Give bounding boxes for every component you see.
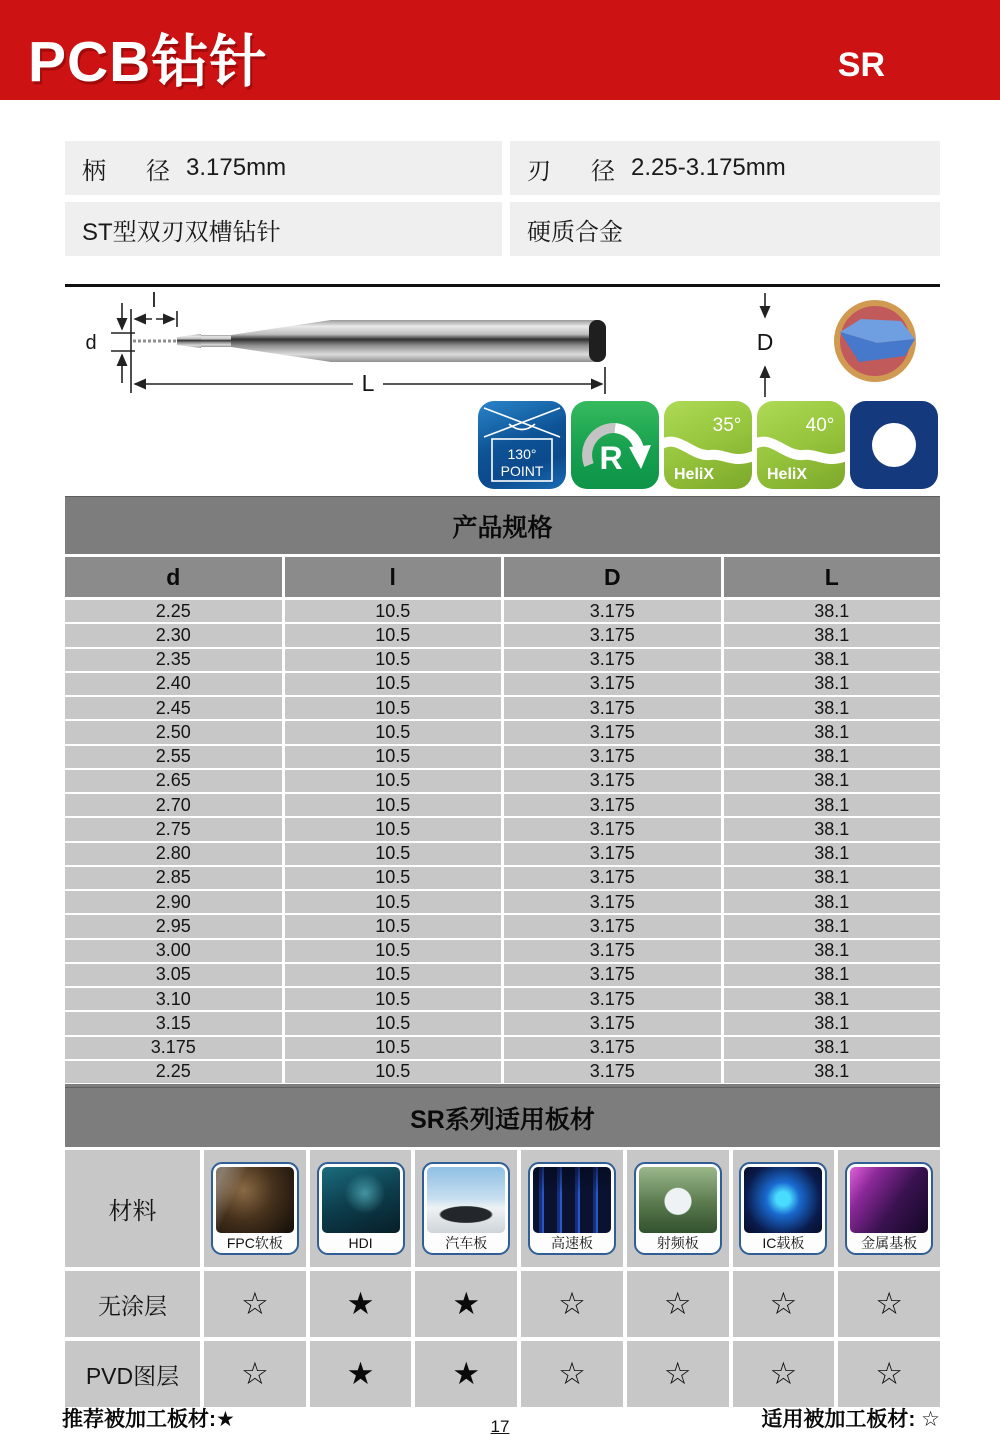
table-cell: 38.1: [724, 746, 941, 768]
table-cell: 10.5: [285, 697, 502, 719]
column-header: d: [65, 557, 282, 597]
series-label: SR: [837, 46, 885, 84]
table-row: [65, 843, 940, 865]
drill-diagram: [65, 289, 940, 404]
dim-d-label: d: [85, 332, 97, 354]
material-cell: [627, 1150, 729, 1267]
table-cell: 2.55: [65, 746, 282, 768]
table-cell: 3.175: [504, 600, 721, 622]
table-cell: 2.70: [65, 794, 282, 816]
table-cell: 10.5: [285, 600, 502, 622]
star-rating-cell: ☆: [627, 1271, 729, 1337]
material-caption: 射频板: [656, 1234, 699, 1251]
helix-40-angle: 40°: [805, 415, 835, 436]
table-cell: 2.35: [65, 649, 282, 671]
table-cell: 3.175: [504, 770, 721, 792]
spec-table-rows: [65, 600, 940, 1083]
table-row: [65, 746, 940, 768]
table-cell: 38.1: [724, 964, 941, 986]
car-photo: [427, 1167, 505, 1233]
material-cell: [838, 1150, 940, 1267]
table-cell: 10.5: [285, 867, 502, 889]
table-cell: 3.175: [65, 1037, 282, 1059]
material-caption: 汽车板: [445, 1234, 488, 1251]
blade-diameter-value: 2.25-3.175mm: [631, 154, 786, 181]
star-rating-cell: ☆: [521, 1341, 623, 1407]
helix-35-angle: 35°: [712, 415, 742, 436]
table-cell: 10.5: [285, 891, 502, 913]
material-card: [317, 1162, 405, 1255]
table-row: [65, 964, 940, 986]
table-cell: 2.65: [65, 770, 282, 792]
table-row: [65, 649, 940, 671]
table-cell: 38.1: [724, 988, 941, 1010]
blade-diameter-cell: [510, 141, 940, 195]
table-cell: 3.175: [504, 673, 721, 695]
table-row: [65, 818, 940, 840]
table-row: [65, 940, 940, 962]
table-cell: 2.40: [65, 673, 282, 695]
server-photo: [533, 1167, 611, 1233]
star-rating-cell: ★: [415, 1341, 517, 1407]
material-caption: FPC软板: [226, 1234, 283, 1251]
table-row: [65, 915, 940, 937]
ring-hole-icon: [850, 401, 938, 489]
section-divider: [65, 284, 940, 287]
material-caption: HDI: [348, 1234, 373, 1251]
column-header: D: [504, 557, 721, 597]
table-cell: 3.175: [504, 964, 721, 986]
table-cell: 38.1: [724, 1061, 941, 1083]
star-rating-cell: ☆: [521, 1271, 623, 1337]
material-cell: [521, 1150, 623, 1267]
table-cell: 10.5: [285, 1012, 502, 1034]
helix-40-label: HeliX: [766, 466, 808, 483]
table-cell: 38.1: [724, 794, 941, 816]
table-cell: 38.1: [724, 940, 941, 962]
helix-35-label: HeliX: [673, 466, 715, 483]
table-cell: 10.5: [285, 1061, 502, 1083]
table-cell: 2.45: [65, 697, 282, 719]
material-caption: 高速板: [550, 1234, 593, 1251]
table-cell: 38.1: [724, 770, 941, 792]
table-cell: 3.175: [504, 867, 721, 889]
table-cell: 3.175: [504, 1012, 721, 1034]
table-cell: 10.5: [285, 746, 502, 768]
material-cell: [204, 1150, 306, 1267]
table-cell: 38.1: [724, 721, 941, 743]
table-cell: 2.95: [65, 915, 282, 937]
star-rating-cell: ☆: [838, 1341, 940, 1407]
drill-type-label: ST型双刃双槽钻针: [82, 218, 281, 246]
chip-photo: [744, 1167, 822, 1233]
table-cell: 3.175: [504, 697, 721, 719]
material-label: 硬质合金: [527, 218, 623, 246]
star-rating-cell: ☆: [204, 1341, 306, 1407]
table-cell: 2.25: [65, 600, 282, 622]
table-cell: 38.1: [724, 891, 941, 913]
table-cell: 3.175: [504, 843, 721, 865]
table-cell: 3.175: [504, 794, 721, 816]
shank-diameter-label: 柄 径: [82, 157, 171, 185]
page-number: 17: [490, 1417, 510, 1436]
spec-table-header: [65, 557, 940, 597]
table-row: [65, 673, 940, 695]
table-row: [65, 1061, 940, 1083]
table-row: [65, 794, 940, 816]
material-cell: [510, 202, 940, 256]
table-cell: 10.5: [285, 624, 502, 646]
table-row: [65, 867, 940, 889]
table-cell: 10.5: [285, 964, 502, 986]
table-cell: 38.1: [724, 1037, 941, 1059]
star-rating-cell: ★: [415, 1271, 517, 1337]
table-cell: 2.75: [65, 818, 282, 840]
table-cell: 3.175: [504, 915, 721, 937]
table-row: [65, 721, 940, 743]
table-cell: 2.25: [65, 1061, 282, 1083]
fpc-photo: [216, 1167, 294, 1233]
star-rating-cell: ☆: [733, 1271, 835, 1337]
recommended-legend: 推荐被加工板材:★: [62, 1408, 235, 1431]
table-row: [65, 770, 940, 792]
star-rating-cell: ★: [310, 1341, 412, 1407]
page-banner: [0, 0, 1000, 100]
metal-photo: [850, 1167, 928, 1233]
table-row: [65, 697, 940, 719]
column-header: l: [285, 557, 502, 597]
ratings-table: [65, 1271, 940, 1407]
page-title: PCB钻针: [28, 30, 268, 94]
table-cell: 2.30: [65, 624, 282, 646]
helix-35-icon: [664, 401, 752, 489]
material-card: [422, 1162, 510, 1255]
table-row: [65, 600, 940, 622]
star-rating-cell: ☆: [733, 1341, 835, 1407]
table-cell: 38.1: [724, 697, 941, 719]
blade-diameter-label: 刃 径: [527, 157, 616, 185]
shank-diameter-value: 3.175mm: [186, 154, 287, 181]
table-cell: 3.175: [504, 891, 721, 913]
materials-row-label: 材料: [65, 1150, 200, 1267]
table-cell: 3.175: [504, 624, 721, 646]
rating-row-label: 无涂层: [65, 1271, 200, 1337]
table-cell: 3.15: [65, 1012, 282, 1034]
flute-cross-section-logo: [834, 300, 916, 382]
materials-title: SR系列适用板材: [410, 1105, 595, 1134]
table-cell: 10.5: [285, 649, 502, 671]
star-rating-cell: ☆: [627, 1341, 729, 1407]
table-cell: 10.5: [285, 915, 502, 937]
table-cell: 38.1: [724, 600, 941, 622]
point-angle-icon: [478, 401, 566, 489]
table-cell: 3.05: [65, 964, 282, 986]
helix-40-icon: [757, 401, 845, 489]
table-cell: 3.00: [65, 940, 282, 962]
spec-table-title-bar: [65, 496, 940, 554]
material-card: [528, 1162, 616, 1255]
drill-bit-drawing: [133, 320, 606, 362]
table-cell: 38.1: [724, 1012, 941, 1034]
table-cell: 3.175: [504, 988, 721, 1010]
table-cell: 3.10: [65, 988, 282, 1010]
table-cell: 10.5: [285, 794, 502, 816]
table-cell: 10.5: [285, 988, 502, 1010]
dim-L-label: L: [361, 370, 375, 396]
table-cell: 3.175: [504, 746, 721, 768]
table-cell: 3.175: [504, 1037, 721, 1059]
table-cell: 2.80: [65, 843, 282, 865]
table-cell: 10.5: [285, 1037, 502, 1059]
hdi-photo: [322, 1167, 400, 1233]
table-cell: 38.1: [724, 818, 941, 840]
table-cell: 38.1: [724, 649, 941, 671]
rotation-icon: [571, 401, 659, 489]
table-cell: 2.85: [65, 867, 282, 889]
table-row: [65, 1037, 940, 1059]
table-cell: 10.5: [285, 940, 502, 962]
material-cell: [415, 1150, 517, 1267]
rating-row-label: PVD图层: [65, 1341, 200, 1407]
table-row: [65, 891, 940, 913]
material-card: [634, 1162, 722, 1255]
point-label-text: POINT: [500, 463, 544, 479]
table-cell: 38.1: [724, 867, 941, 889]
table-cell: 3.175: [504, 1061, 721, 1083]
materials-title-bar: [65, 1087, 940, 1147]
point-angle-text: 130°: [507, 446, 537, 462]
table-cell: 3.175: [504, 721, 721, 743]
table-row: [65, 624, 940, 646]
dim-D-label: D: [756, 329, 774, 355]
material-caption: IC载板: [762, 1234, 805, 1251]
table-cell: 2.50: [65, 721, 282, 743]
table-row: [65, 988, 940, 1010]
table-cell: 3.175: [504, 818, 721, 840]
table-cell: 10.5: [285, 843, 502, 865]
table-cell: 38.1: [724, 624, 941, 646]
table-cell: 10.5: [285, 721, 502, 743]
star-rating-cell: ☆: [838, 1271, 940, 1337]
table-cell: 2.90: [65, 891, 282, 913]
table-row: [65, 1012, 940, 1034]
applicable-legend: 适用被加工板材: ☆: [761, 1408, 940, 1431]
table-cell: 3.175: [504, 649, 721, 671]
table-cell: 38.1: [724, 843, 941, 865]
spec-table-title: 产品规格: [452, 513, 553, 542]
table-cell: 3.175: [504, 940, 721, 962]
spec-summary: [65, 141, 940, 256]
rotation-letter: R: [599, 440, 623, 476]
material-cell: [310, 1150, 412, 1267]
column-header: L: [724, 557, 941, 597]
table-cell: 10.5: [285, 818, 502, 840]
material-caption: 金属基板: [861, 1234, 918, 1251]
feature-badges: [478, 401, 938, 489]
material-card: [845, 1162, 933, 1255]
material-cell: [733, 1150, 835, 1267]
drill-type-cell: [65, 202, 502, 256]
material-card: [211, 1162, 299, 1255]
materials-row: [65, 1150, 940, 1267]
table-cell: 10.5: [285, 770, 502, 792]
dish-photo: [639, 1167, 717, 1233]
table-cell: 10.5: [285, 673, 502, 695]
shank-diameter-cell: [65, 141, 502, 195]
star-rating-cell: ☆: [204, 1271, 306, 1337]
table-cell: 38.1: [724, 915, 941, 937]
star-rating-cell: ★: [310, 1271, 412, 1337]
table-cell: 38.1: [724, 673, 941, 695]
material-card: [739, 1162, 827, 1255]
dim-l-label: l: [151, 290, 157, 312]
